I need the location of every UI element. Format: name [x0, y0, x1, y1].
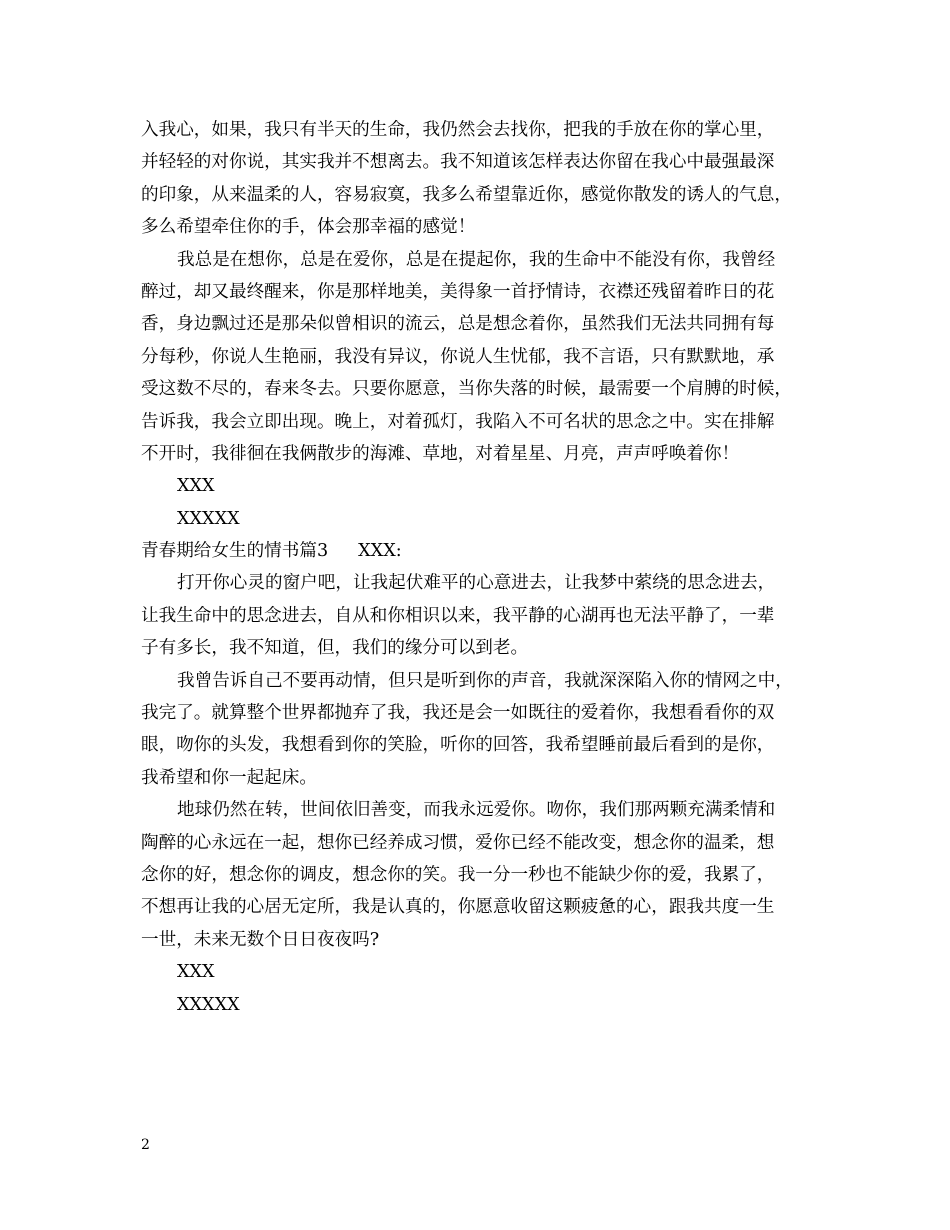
- signature-name: XXX: [177, 476, 215, 497]
- paragraph-line: 我希望和你一起起床。: [141, 767, 317, 788]
- signature-block-1: [141, 470, 821, 535]
- signature-name: XXX: [177, 962, 215, 983]
- paragraph-line: 地球仍然在转，世间依旧善变，而我永远爱你。吻你，我们那两颗充满柔情和: [177, 800, 776, 821]
- signature-date: XXXXX: [177, 508, 240, 529]
- paragraph-line: 陶醉的心永远在一起，想你已经养成习惯，爱你已经不能改变，想念你的温柔，想: [141, 832, 775, 853]
- paragraph-line: 不想再让我的心居无定所，我是认真的，你愿意收留这颗疲惫的心，跟我共度一生: [141, 897, 775, 918]
- paragraph-line: 的印象，从来温柔的人，容易寂寞，我多么希望靠近你，感觉你散发的诱人的气息，: [141, 184, 792, 205]
- paragraph-line: 分每秒，你说人生艳丽，我没有异议，你说人生忧郁，我不言语，只有默默地，承: [141, 346, 775, 367]
- paragraph-line: 打开你心灵的窗户吧，让我起伏难平的心意进去，让我梦中萦绕的思念进去，: [177, 573, 776, 594]
- paragraph-line: 香，身边飘过还是那朵似曾相识的流云，总是想念着你，虽然我们无法共同拥有每: [141, 314, 775, 335]
- paragraph-line: 我曾告诉自己不要再动情，但只是听到你的声音，我就深深陷入你的情网之中，: [177, 670, 793, 691]
- salutation: XXX:: [358, 541, 402, 562]
- paragraph-line: 让我生命中的思念进去，自从和你相识以来，我平静的心湖再也无法平静了，一辈: [141, 605, 775, 626]
- section-heading: [141, 535, 821, 567]
- paragraph-1: [141, 114, 821, 244]
- document-body: [141, 114, 821, 1021]
- paragraph-line: 念你的好，想念你的调皮，想念你的笑。我一分一秒也不能缺少你的爱，我累了，: [141, 864, 775, 885]
- paragraph-line: 入我心，如果，我只有半天的生命，我仍然会去找你，把我的手放在你的掌心里，: [141, 120, 775, 140]
- paragraph-line: 受这数不尽的，春来冬去。只要你愿意，当你失落的时候，最需要一个肩膊的时候，: [141, 379, 792, 400]
- section-title: 青春期给女生的情书篇3: [141, 541, 329, 562]
- paragraph-line: 我总是在想你，总是在爱你，总是在提起你，我的生命中不能没有你，我曾经: [177, 249, 776, 270]
- paragraph-line: 一世，未来无数个日日夜夜吗?: [141, 929, 380, 950]
- paragraph-line: 我完了。就算整个世界都抛弃了我，我还是会一如既往的爱着你，我想看看你的双: [141, 703, 775, 724]
- paragraph-2: [141, 244, 821, 471]
- paragraph-line: 并轻轻的对你说，其实我并不想离去。我不知道该怎样表达你留在我心中最强最深: [141, 152, 775, 173]
- paragraph-4: [141, 665, 821, 795]
- paragraph-line: 子有多长，我不知道，但，我们的缘分可以到老。: [141, 638, 529, 659]
- paragraph-line: 不开时，我徘徊在我俩散步的海滩、草地，对着星星、月亮，声声呼唤着你！: [141, 443, 740, 464]
- paragraph-5: [141, 794, 821, 956]
- paragraph-3: [141, 567, 821, 664]
- paragraph-line: 醉过，却又最终醒来，你是那样地美，美得象一首抒情诗，衣襟还残留着昨日的花: [141, 281, 775, 302]
- paragraph-line: 告诉我，我会立即出现。晚上，对着孤灯，我陷入不可名状的思念之中。实在排解: [141, 411, 775, 432]
- paragraph-line: 眼，吻你的头发，我想看到你的笑脸，听你的回答，我希望睡前最后看到的是你，: [141, 735, 775, 756]
- paragraph-line: 多么希望牵住你的手，体会那幸福的感觉！: [141, 217, 476, 238]
- page-number: 2: [141, 1137, 150, 1153]
- signature-date: XXXXX: [177, 994, 240, 1015]
- signature-block-2: [141, 956, 821, 1021]
